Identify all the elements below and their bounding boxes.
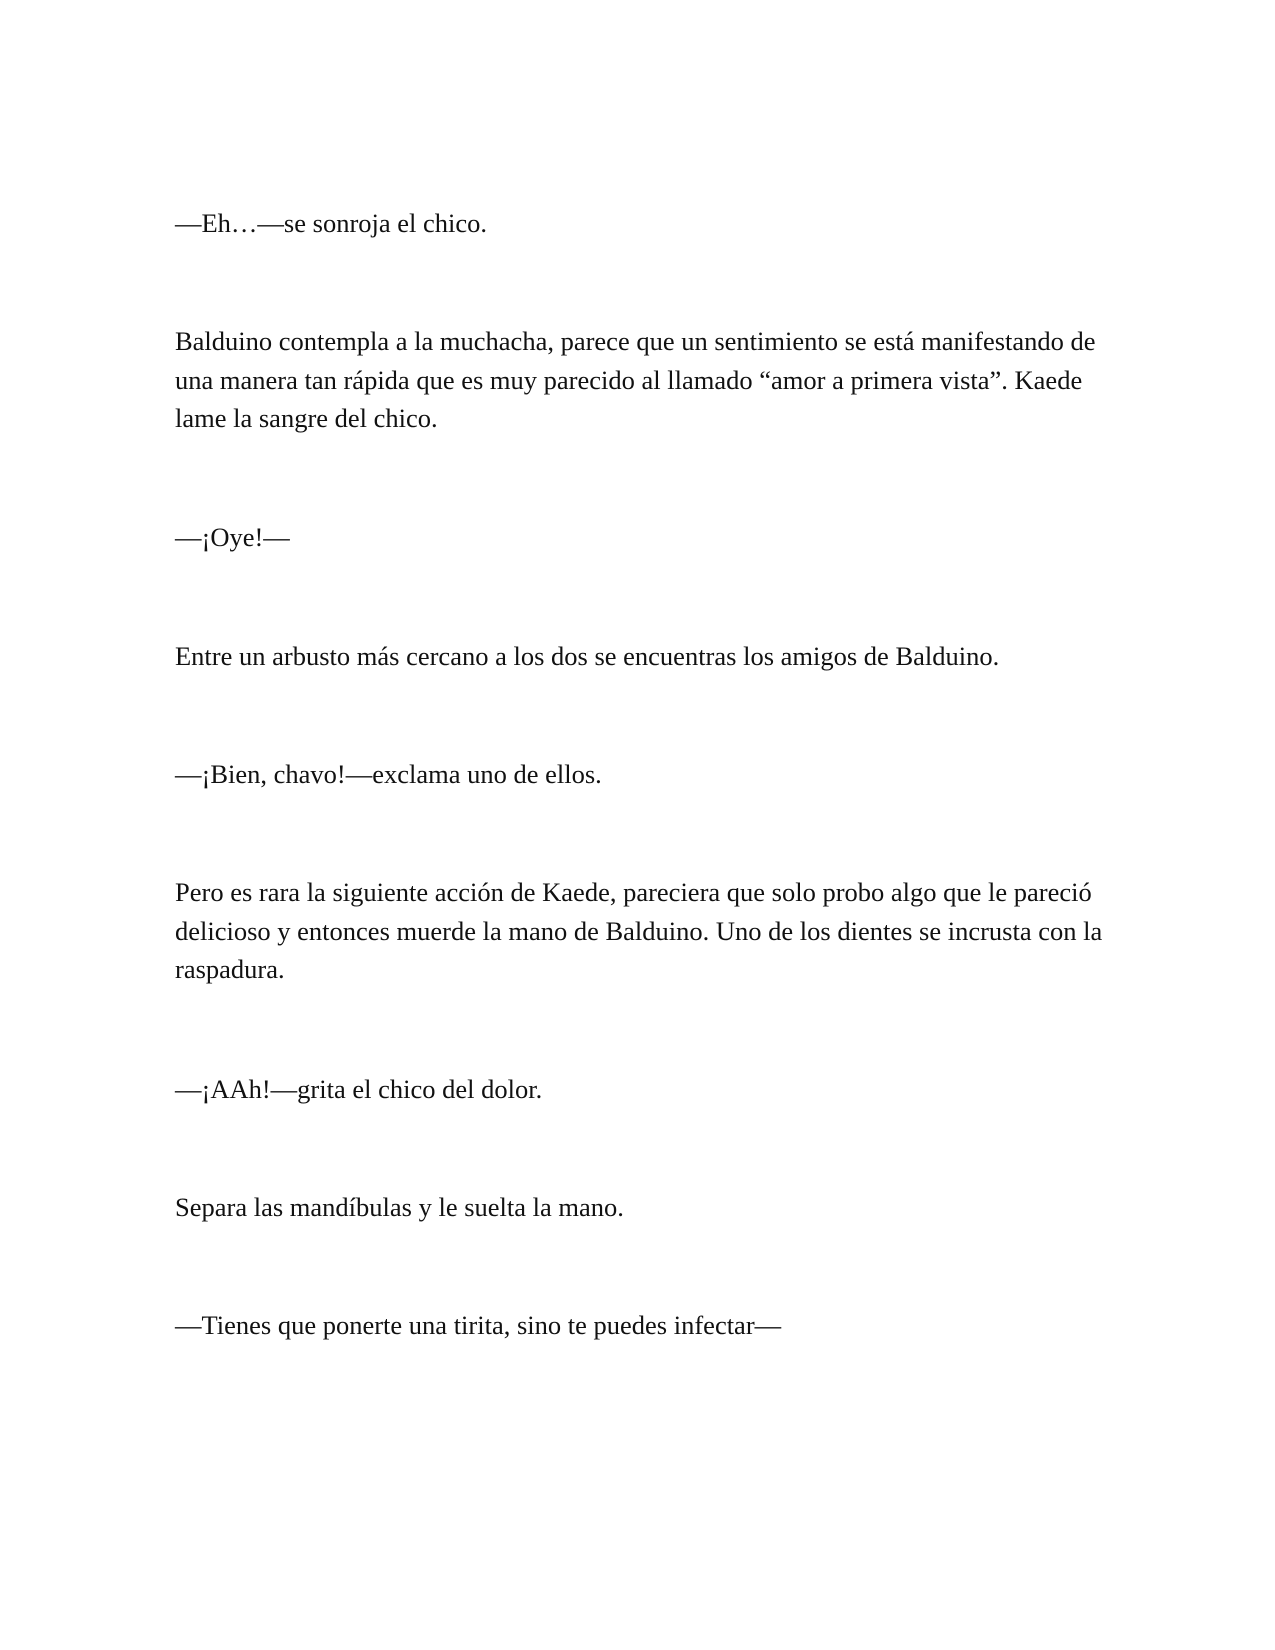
dialogue-paragraph: —¡AAh!—grita el chico del dolor. [175,1074,543,1104]
narration-paragraph: Entre un arbusto más cercano a los dos se encuentras los amigos de Balduino. [175,641,1000,671]
dialogue-paragraph: —¡Bien, chavo!—exclama uno de ellos. [175,759,602,789]
narration-paragraph: Pero es rara la siguiente acción de Kaede, pareciera que solo probo algo que le pareció delicioso y entonces muerde la mano de Balduino. Uno de los dientes se incrusta con la raspadura. [175,877,1103,984]
dialogue-paragraph: —Tienes que ponerte una tirita, sino te puedes infectar— [175,1310,782,1340]
narration-paragraph: Balduino contempla a la muchacha, parece que un sentimiento se está manifestando de una manera tan rápida que es muy parecido al llamado “amor a primera vista”. Kaede lame la sangre del chico. [175,326,1096,433]
dialogue-paragraph: —¡Oye!— [175,522,290,552]
dialogue-paragraph: —Eh…—se sonroja el chico. [175,208,488,238]
narration-paragraph: Separa las mandíbulas y le suelta la mano. [175,1192,624,1222]
